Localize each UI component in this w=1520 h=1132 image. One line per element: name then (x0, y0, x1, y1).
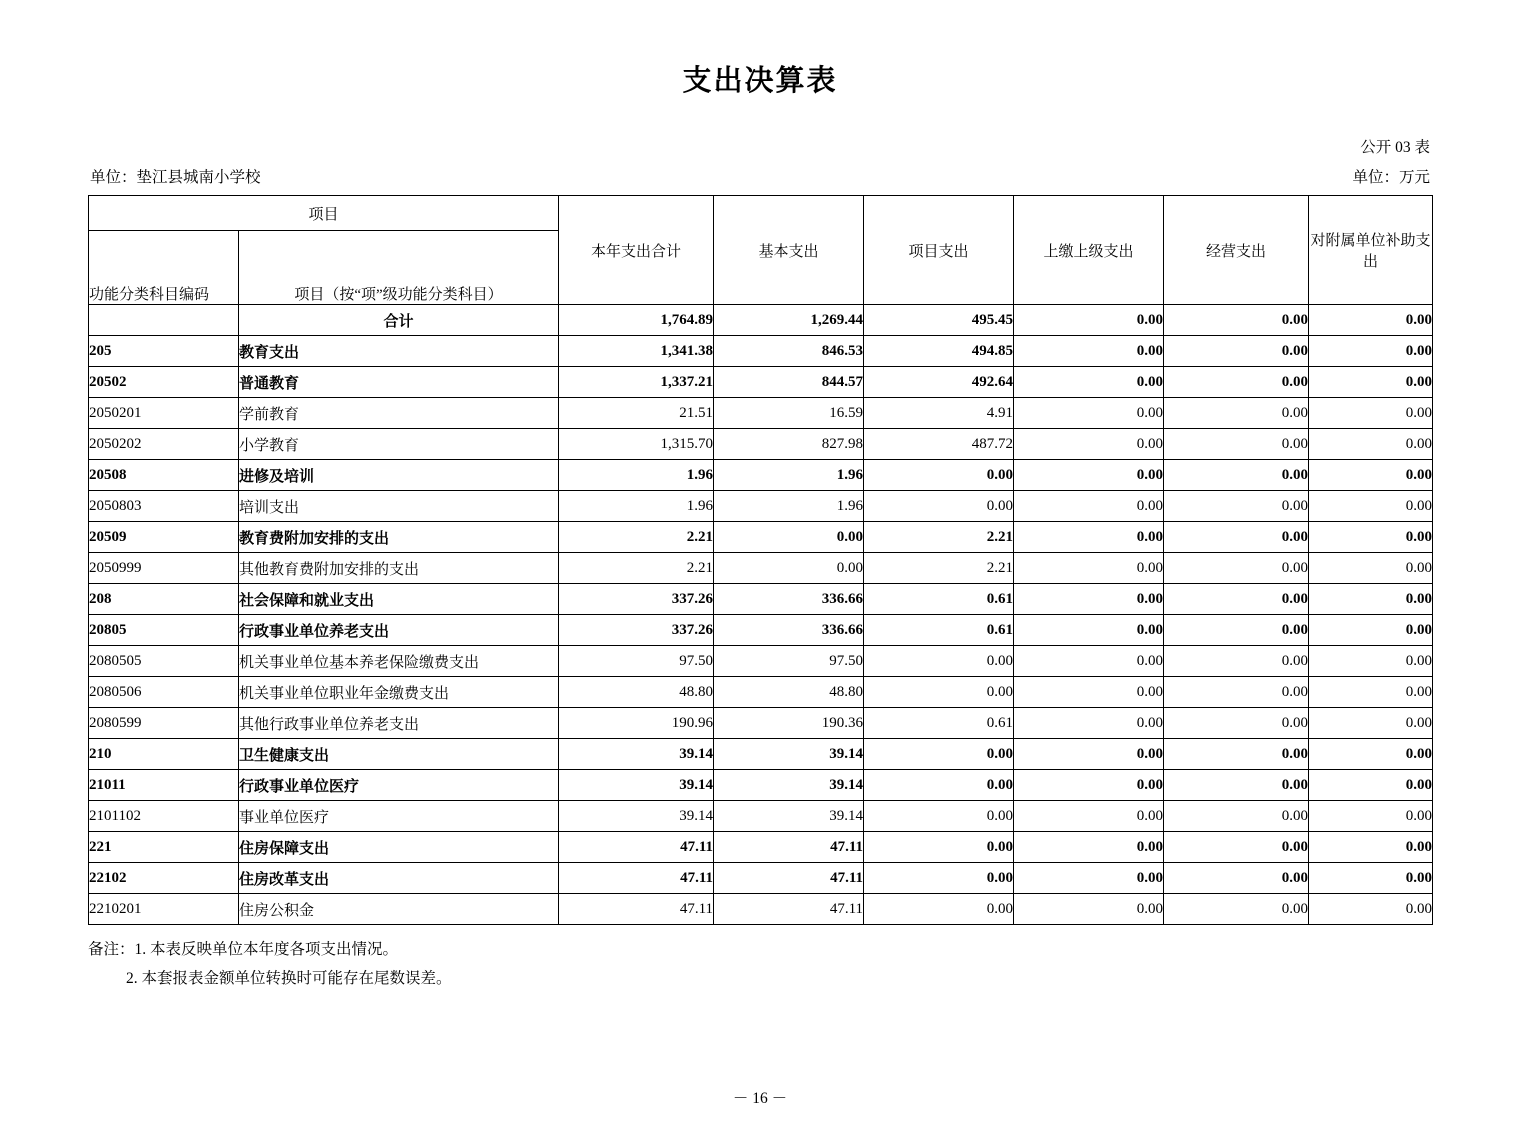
expenditure-table (88, 195, 1433, 925)
cell-item-name: 行政事业单位养老支出 (239, 615, 559, 646)
cell-total-expenditure: 2.21 (559, 522, 714, 553)
cell-project-expenditure: 492.64 (864, 367, 1014, 398)
cell-function-code: 2050202 (89, 429, 239, 460)
cell-operating-expenditure: 0.00 (1164, 832, 1309, 863)
cell-total-expenditure: 1,764.89 (559, 305, 714, 336)
amount-unit-label: 单位：万元 (1352, 169, 1430, 186)
cell-subsidy-expenditure: 0.00 (1309, 801, 1433, 832)
unit-row (88, 165, 1432, 187)
table-header-group-row (89, 196, 1433, 231)
cell-upper-level-expenditure: 0.00 (1014, 739, 1164, 770)
cell-basic-expenditure: 16.59 (714, 398, 864, 429)
cell-project-expenditure: 0.61 (864, 584, 1014, 615)
cell-upper-level-expenditure: 0.00 (1014, 491, 1164, 522)
table-row (89, 522, 1433, 553)
cell-operating-expenditure: 0.00 (1164, 584, 1309, 615)
header-total-expenditure: 本年支出合计 (559, 196, 714, 305)
cell-basic-expenditure: 47.11 (714, 863, 864, 894)
cell-project-expenditure: 0.00 (864, 646, 1014, 677)
cell-item-name: 普通教育 (239, 367, 559, 398)
header-project-expenditure: 项目支出 (864, 196, 1014, 305)
cell-operating-expenditure: 0.00 (1164, 398, 1309, 429)
cell-project-expenditure: 0.00 (864, 863, 1014, 894)
cell-basic-expenditure: 1.96 (714, 460, 864, 491)
table-row (89, 739, 1433, 770)
cell-upper-level-expenditure: 0.00 (1014, 429, 1164, 460)
cell-basic-expenditure: 1,269.44 (714, 305, 864, 336)
cell-total-expenditure: 2.21 (559, 553, 714, 584)
cell-basic-expenditure: 1.96 (714, 491, 864, 522)
table-row (89, 305, 1433, 336)
cell-subsidy-expenditure: 0.00 (1309, 398, 1433, 429)
cell-total-expenditure: 21.51 (559, 398, 714, 429)
header-upper-level-expenditure: 上缴上级支出 (1014, 196, 1164, 305)
cell-function-code: 22102 (89, 863, 239, 894)
cell-upper-level-expenditure: 0.00 (1014, 832, 1164, 863)
cell-operating-expenditure: 0.00 (1164, 522, 1309, 553)
cell-total-expenditure: 1,341.38 (559, 336, 714, 367)
cell-project-expenditure: 0.00 (864, 677, 1014, 708)
cell-project-expenditure: 0.00 (864, 832, 1014, 863)
cell-function-code: 2080505 (89, 646, 239, 677)
cell-project-expenditure: 0.00 (864, 801, 1014, 832)
cell-subsidy-expenditure: 0.00 (1309, 770, 1433, 801)
cell-function-code: 2050803 (89, 491, 239, 522)
cell-total-expenditure: 337.26 (559, 615, 714, 646)
cell-item-name: 学前教育 (239, 398, 559, 429)
cell-basic-expenditure: 846.53 (714, 336, 864, 367)
cell-project-expenditure: 0.61 (864, 615, 1014, 646)
cell-item-name: 其他行政事业单位养老支出 (239, 708, 559, 739)
cell-subsidy-expenditure: 0.00 (1309, 460, 1433, 491)
table-row (89, 553, 1433, 584)
cell-project-expenditure: 494.85 (864, 336, 1014, 367)
cell-operating-expenditure: 0.00 (1164, 336, 1309, 367)
cell-total-expenditure: 1,337.21 (559, 367, 714, 398)
cell-basic-expenditure: 97.50 (714, 646, 864, 677)
table-row (89, 460, 1433, 491)
cell-function-code: 2050201 (89, 398, 239, 429)
cell-basic-expenditure: 39.14 (714, 770, 864, 801)
note-line-1: 备注：1. 本表反映单位本年度各项支出情况。 (88, 941, 399, 958)
cell-subsidy-expenditure: 0.00 (1309, 863, 1433, 894)
cell-total-expenditure: 97.50 (559, 646, 714, 677)
cell-operating-expenditure: 0.00 (1164, 770, 1309, 801)
cell-project-expenditure: 0.61 (864, 708, 1014, 739)
cell-basic-expenditure: 39.14 (714, 739, 864, 770)
cell-upper-level-expenditure: 0.00 (1014, 522, 1164, 553)
cell-item-name: 住房改革支出 (239, 863, 559, 894)
table-row (89, 646, 1433, 677)
cell-subsidy-expenditure: 0.00 (1309, 305, 1433, 336)
cell-total-expenditure: 39.14 (559, 801, 714, 832)
cell-function-code: 21011 (89, 770, 239, 801)
cell-basic-expenditure: 48.80 (714, 677, 864, 708)
cell-project-expenditure: 4.91 (864, 398, 1014, 429)
cell-upper-level-expenditure: 0.00 (1014, 708, 1164, 739)
header-subsidy-expenditure: 对附属单位补助支出 (1309, 196, 1433, 305)
table-row (89, 894, 1433, 925)
cell-total-expenditure: 190.96 (559, 708, 714, 739)
table-row (89, 398, 1433, 429)
document-page (0, 58, 1520, 1132)
unit-name-label: 单位：垫江县城南小学校 (90, 169, 261, 186)
page-number: － 16 － (732, 1090, 788, 1107)
cell-basic-expenditure: 336.66 (714, 584, 864, 615)
note-line-2: 2. 本套报表金额单位转换时可能存在尾数误差。 (126, 970, 452, 988)
cell-item-name: 住房公积金 (239, 894, 559, 925)
cell-function-code: 2101102 (89, 801, 239, 832)
cell-operating-expenditure: 0.00 (1164, 553, 1309, 584)
cell-operating-expenditure: 0.00 (1164, 305, 1309, 336)
cell-upper-level-expenditure: 0.00 (1014, 863, 1164, 894)
cell-basic-expenditure: 336.66 (714, 615, 864, 646)
table-row (89, 801, 1433, 832)
header-group-project: 项目 (89, 196, 559, 231)
cell-operating-expenditure: 0.00 (1164, 460, 1309, 491)
page-title: 支出决算表 (682, 65, 838, 97)
cell-total-expenditure: 48.80 (559, 677, 714, 708)
cell-item-name: 住房保障支出 (239, 832, 559, 863)
cell-basic-expenditure: 47.11 (714, 832, 864, 863)
cell-subsidy-expenditure: 0.00 (1309, 615, 1433, 646)
form-number: 公开 03 表 (1360, 139, 1430, 156)
table-row (89, 832, 1433, 863)
cell-function-code: 2080506 (89, 677, 239, 708)
cell-operating-expenditure: 0.00 (1164, 863, 1309, 894)
cell-function-code: 205 (89, 336, 239, 367)
cell-upper-level-expenditure: 0.00 (1014, 801, 1164, 832)
cell-total-expenditure: 39.14 (559, 739, 714, 770)
cell-basic-expenditure: 0.00 (714, 522, 864, 553)
cell-upper-level-expenditure: 0.00 (1014, 677, 1164, 708)
cell-total-expenditure: 47.11 (559, 863, 714, 894)
cell-subsidy-expenditure: 0.00 (1309, 367, 1433, 398)
cell-operating-expenditure: 0.00 (1164, 646, 1309, 677)
cell-subsidy-expenditure: 0.00 (1309, 739, 1433, 770)
table-row (89, 336, 1433, 367)
cell-upper-level-expenditure: 0.00 (1014, 646, 1164, 677)
cell-subsidy-expenditure: 0.00 (1309, 894, 1433, 925)
cell-function-code: 210 (89, 739, 239, 770)
cell-upper-level-expenditure: 0.00 (1014, 398, 1164, 429)
cell-item-name: 事业单位医疗 (239, 801, 559, 832)
cell-basic-expenditure: 47.11 (714, 894, 864, 925)
cell-total-expenditure: 1.96 (559, 460, 714, 491)
cell-subsidy-expenditure: 0.00 (1309, 553, 1433, 584)
cell-item-name: 教育费附加安排的支出 (239, 522, 559, 553)
cell-project-expenditure: 2.21 (864, 553, 1014, 584)
cell-item-name: 社会保障和就业支出 (239, 584, 559, 615)
table-row (89, 367, 1433, 398)
cell-item-name: 进修及培训 (239, 460, 559, 491)
cell-function-code (89, 305, 239, 336)
cell-function-code: 208 (89, 584, 239, 615)
cell-item-name: 机关事业单位职业年金缴费支出 (239, 677, 559, 708)
cell-function-code: 20805 (89, 615, 239, 646)
cell-basic-expenditure: 0.00 (714, 553, 864, 584)
cell-subsidy-expenditure: 0.00 (1309, 708, 1433, 739)
cell-upper-level-expenditure: 0.00 (1014, 894, 1164, 925)
header-operating-expenditure: 经营支出 (1164, 196, 1309, 305)
notes-block (88, 935, 1432, 994)
cell-item-name: 教育支出 (239, 336, 559, 367)
cell-operating-expenditure: 0.00 (1164, 367, 1309, 398)
cell-subsidy-expenditure: 0.00 (1309, 677, 1433, 708)
cell-item-name: 行政事业单位医疗 (239, 770, 559, 801)
cell-operating-expenditure: 0.00 (1164, 739, 1309, 770)
cell-subsidy-expenditure: 0.00 (1309, 491, 1433, 522)
table-row (89, 584, 1433, 615)
header-function-code: 功能分类科目编码 (89, 231, 239, 305)
cell-basic-expenditure: 39.14 (714, 801, 864, 832)
cell-basic-expenditure: 827.98 (714, 429, 864, 460)
cell-upper-level-expenditure: 0.00 (1014, 584, 1164, 615)
cell-upper-level-expenditure: 0.00 (1014, 770, 1164, 801)
cell-upper-level-expenditure: 0.00 (1014, 460, 1164, 491)
cell-project-expenditure: 0.00 (864, 739, 1014, 770)
cell-upper-level-expenditure: 0.00 (1014, 305, 1164, 336)
cell-upper-level-expenditure: 0.00 (1014, 615, 1164, 646)
cell-upper-level-expenditure: 0.00 (1014, 367, 1164, 398)
table-row (89, 677, 1433, 708)
cell-subsidy-expenditure: 0.00 (1309, 336, 1433, 367)
cell-project-expenditure: 0.00 (864, 491, 1014, 522)
cell-function-code: 20509 (89, 522, 239, 553)
cell-upper-level-expenditure: 0.00 (1014, 336, 1164, 367)
cell-project-expenditure: 2.21 (864, 522, 1014, 553)
cell-operating-expenditure: 0.00 (1164, 615, 1309, 646)
cell-operating-expenditure: 0.00 (1164, 429, 1309, 460)
table-row (89, 770, 1433, 801)
table-row (89, 615, 1433, 646)
cell-operating-expenditure: 0.00 (1164, 491, 1309, 522)
table-row (89, 491, 1433, 522)
cell-project-expenditure: 0.00 (864, 894, 1014, 925)
cell-subsidy-expenditure: 0.00 (1309, 522, 1433, 553)
cell-total-expenditure: 47.11 (559, 832, 714, 863)
cell-subsidy-expenditure: 0.00 (1309, 646, 1433, 677)
cell-upper-level-expenditure: 0.00 (1014, 553, 1164, 584)
table-row (89, 429, 1433, 460)
cell-item-name: 小学教育 (239, 429, 559, 460)
cell-operating-expenditure: 0.00 (1164, 677, 1309, 708)
cell-project-expenditure: 495.45 (864, 305, 1014, 336)
cell-basic-expenditure: 844.57 (714, 367, 864, 398)
cell-subsidy-expenditure: 0.00 (1309, 584, 1433, 615)
cell-function-code: 2080599 (89, 708, 239, 739)
cell-operating-expenditure: 0.00 (1164, 801, 1309, 832)
cell-item-name: 机关事业单位基本养老保险缴费支出 (239, 646, 559, 677)
cell-project-expenditure: 0.00 (864, 770, 1014, 801)
cell-subsidy-expenditure: 0.00 (1309, 429, 1433, 460)
cell-total-expenditure: 1.96 (559, 491, 714, 522)
cell-total-expenditure: 1,315.70 (559, 429, 714, 460)
cell-function-code: 221 (89, 832, 239, 863)
table-row (89, 708, 1433, 739)
cell-item-name: 卫生健康支出 (239, 739, 559, 770)
cell-total-expenditure: 39.14 (559, 770, 714, 801)
cell-project-expenditure: 0.00 (864, 460, 1014, 491)
table-row (89, 863, 1433, 894)
cell-operating-expenditure: 0.00 (1164, 894, 1309, 925)
cell-item-name: 培训支出 (239, 491, 559, 522)
cell-item-name: 合计 (239, 305, 559, 336)
cell-function-code: 20502 (89, 367, 239, 398)
header-basic-expenditure: 基本支出 (714, 196, 864, 305)
cell-function-code: 20508 (89, 460, 239, 491)
header-item-name: 项目（按“项”级功能分类科目） (239, 231, 559, 305)
table-body (89, 305, 1433, 925)
cell-project-expenditure: 487.72 (864, 429, 1014, 460)
cell-total-expenditure: 47.11 (559, 894, 714, 925)
cell-operating-expenditure: 0.00 (1164, 708, 1309, 739)
cell-basic-expenditure: 190.36 (714, 708, 864, 739)
cell-item-name: 其他教育费附加安排的支出 (239, 553, 559, 584)
cell-total-expenditure: 337.26 (559, 584, 714, 615)
cell-function-code: 2050999 (89, 553, 239, 584)
cell-subsidy-expenditure: 0.00 (1309, 832, 1433, 863)
cell-function-code: 2210201 (89, 894, 239, 925)
